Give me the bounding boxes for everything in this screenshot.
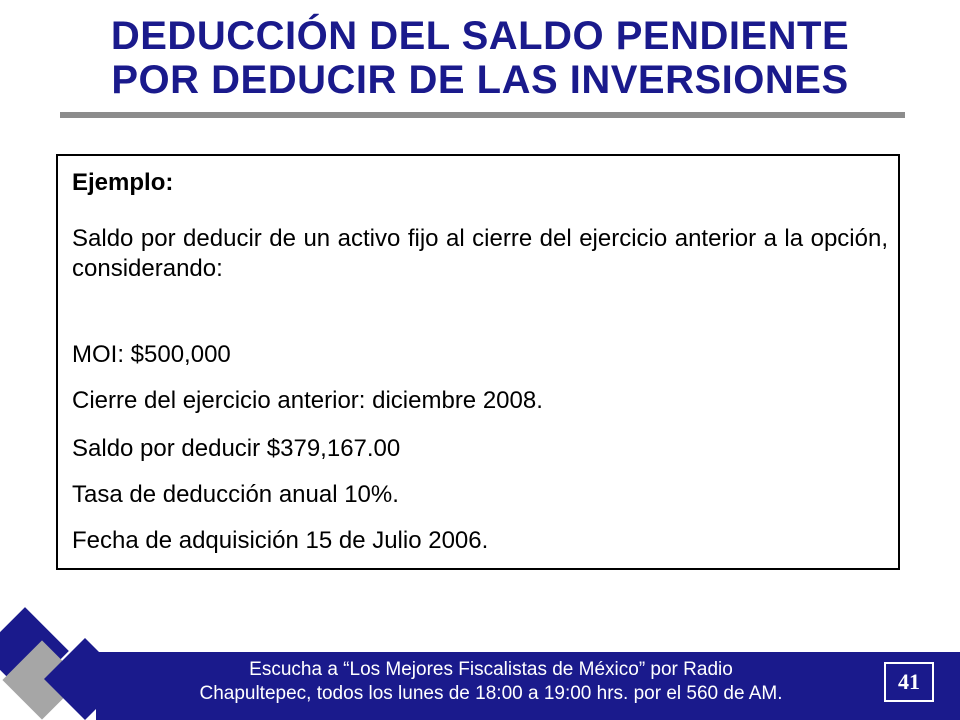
example-item-saldo: Saldo por deducir $379,167.00 [72, 435, 401, 462]
slide-title-line-1: DEDUCCIÓN DEL SALDO PENDIENTE [110, 14, 850, 58]
footer-line-1: Escucha a “Los Mejores Fiscalistas de México” por Radio [249, 659, 733, 680]
example-heading: Ejemplo: [72, 169, 174, 196]
title-underline [60, 112, 905, 118]
example-intro: Saldo por deducir de un activo fijo al cierre del ejercicio anterior a la opción, considerando: [72, 225, 888, 282]
slide-title [40, 14, 920, 102]
footer-text [96, 658, 886, 706]
example-item-moi: MOI: $500,000 [72, 341, 231, 368]
footer-line-2: Chapultepec, todos los lunes de 18:00 a 19:00 hrs. por el 560 de AM. [199, 683, 783, 704]
slide-title-line-2: POR DEDUCIR DE LAS INVERSIONES [111, 58, 849, 102]
example-box [56, 154, 900, 570]
page-number-badge: 41 [884, 662, 934, 702]
example-item-fecha: Fecha de adquisición 15 de Julio 2006. [72, 527, 489, 554]
example-item-tasa: Tasa de deducción anual 10%. [72, 481, 399, 508]
example-item-cierre: Cierre del ejercicio anterior: diciembre 2008. [72, 387, 543, 414]
